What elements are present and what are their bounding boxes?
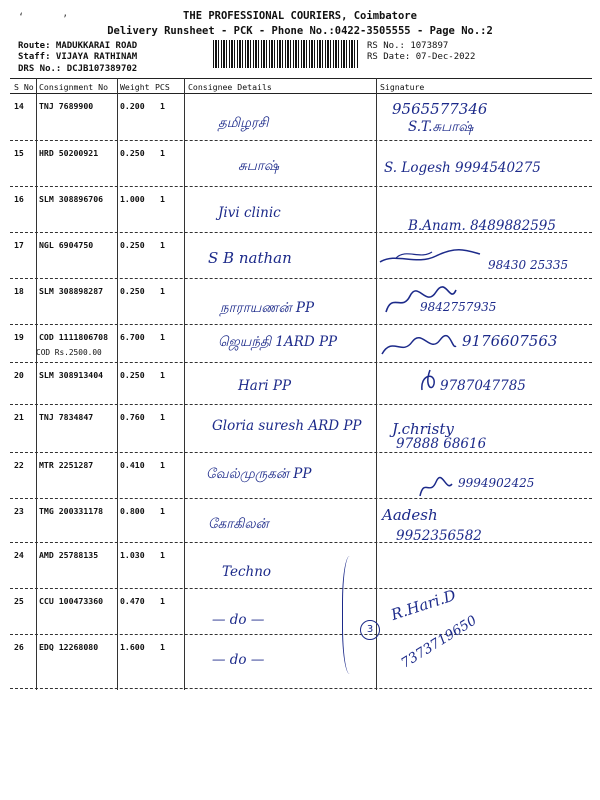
rs-number: RS No.: 1073897	[367, 41, 449, 51]
row-separator	[10, 542, 592, 543]
header-top-rule	[10, 78, 592, 79]
pcs-value: 1	[160, 460, 165, 470]
row-separator	[10, 324, 592, 325]
consignment-no: SLM 308913404	[39, 370, 104, 380]
row-sno: 25	[14, 596, 24, 606]
weight-value: 0.250	[120, 286, 145, 296]
signature-handwriting: 9842757935	[420, 300, 497, 314]
consignee-handwriting: Techno	[222, 564, 272, 580]
row-sno: 17	[14, 240, 24, 250]
signature-handwriting: R.Hari.D	[388, 586, 459, 624]
route-label: Route: MADUKKARAI ROAD	[18, 41, 138, 51]
pcs-value: 1	[160, 506, 165, 516]
row-separator	[10, 498, 592, 499]
row-sno: 23	[14, 506, 24, 516]
row-sno: 20	[14, 370, 24, 380]
row-separator	[10, 140, 592, 141]
weight-value: 0.250	[120, 148, 145, 158]
column-divider	[117, 78, 118, 690]
signature-handwriting: Aadesh	[382, 506, 438, 524]
weight-value: 0.250	[120, 370, 145, 380]
weight-value: 0.410	[120, 460, 145, 470]
signature-handwriting: S. Logesh 9994540275	[384, 160, 541, 176]
consignee-handwriting: — do —	[212, 652, 265, 668]
signature-handwriting: 98430 25335	[488, 258, 569, 272]
stray-mark: ’	[62, 14, 69, 25]
signature-scribble	[416, 474, 456, 500]
column-divider	[36, 78, 37, 690]
pcs-value: 1	[160, 148, 165, 158]
row-sno: 14	[14, 101, 24, 111]
pcs-value: 1	[160, 240, 165, 250]
row-sno: 22	[14, 460, 24, 470]
pcs-value: 1	[160, 412, 165, 422]
consignee-handwriting: கோகிலன்	[208, 516, 269, 532]
signature-scribble	[418, 364, 442, 394]
signature-handwriting: 9565577346	[392, 100, 488, 118]
weight-value: 1.600	[120, 642, 145, 652]
weight-value: 1.030	[120, 550, 145, 560]
signature-handwriting: 9994902425	[458, 476, 535, 490]
circled-count: 3	[360, 620, 380, 640]
weight-value: 0.200	[120, 101, 145, 111]
row-sno: 26	[14, 642, 24, 652]
rs-date: RS Date: 07-Dec-2022	[367, 52, 476, 62]
signature-handwriting: 9787047785	[440, 378, 526, 394]
col-header-sno: S No	[14, 82, 34, 92]
signature-handwriting: 9952356582	[396, 528, 482, 544]
row-sno: 21	[14, 412, 24, 422]
consignee-handwriting: நாராயணன் PP	[220, 300, 315, 316]
consignment-no: SLM 308898287	[39, 286, 104, 296]
consignment-no: HRD 50200921	[39, 148, 99, 158]
pcs-value: 1	[160, 194, 165, 204]
row-separator	[10, 362, 592, 363]
company-name: THE PROFESSIONAL COURIERS, Coimbatore	[183, 10, 417, 22]
weight-value: 0.470	[120, 596, 145, 606]
consignment-no: MTR 2251287	[39, 460, 94, 470]
weight-value: 0.760	[120, 412, 145, 422]
signature-scribble	[376, 240, 486, 270]
signature-handwriting: J.christy	[392, 420, 454, 438]
pcs-value: 1	[160, 370, 165, 380]
consignee-handwriting: வேல்முருகன் PP	[206, 466, 312, 482]
consignment-no: NGL 6904750	[39, 240, 94, 250]
row-sno: 15	[14, 148, 24, 158]
header-bottom-rule	[10, 93, 592, 94]
consignee-handwriting: சுபாஷ்	[238, 158, 280, 174]
consignment-no: TNJ 7689900	[39, 101, 94, 111]
pcs-value: 1	[160, 332, 165, 342]
consignee-handwriting: — do —	[212, 612, 265, 628]
signature-handwriting: 7373719650	[398, 612, 480, 672]
weight-value: 6.700	[120, 332, 145, 342]
consignee-handwriting: தமிழரசி	[218, 115, 269, 131]
pcs-value: 1	[160, 101, 165, 111]
grouping-bracket	[342, 556, 361, 674]
cod-amount: COD Rs.2500.00	[36, 348, 102, 357]
col-header-pcs: PCS	[155, 82, 170, 92]
consignment-no: TMG 200331178	[39, 506, 104, 516]
consignment-no: TNJ 7834847	[39, 412, 94, 422]
consignee-handwriting: Hari PP	[238, 378, 292, 394]
row-separator	[10, 186, 592, 187]
consignee-handwriting: ஜெயந்தி 1ARD PP	[218, 334, 338, 350]
row-sno: 18	[14, 286, 24, 296]
signature-handwriting: S.T.சுபாஷ்	[408, 119, 474, 135]
column-divider	[184, 78, 185, 690]
consignment-no: EDQ 12268080	[39, 642, 99, 652]
column-divider	[376, 78, 377, 690]
row-separator	[10, 404, 592, 405]
barcode	[213, 40, 358, 68]
row-sno: 24	[14, 550, 24, 560]
consignment-no: COD 1111806708	[39, 332, 109, 342]
row-separator	[10, 688, 592, 689]
row-sno: 19	[14, 332, 24, 342]
runsheet-title: Delivery Runsheet - PCK - Phone No.:0422-3505555 - Page No.:2	[107, 25, 493, 37]
col-header-consignee: Consignee Details	[188, 82, 272, 92]
consignment-no: AMD 25788135	[39, 550, 99, 560]
signature-handwriting: 9176607563	[462, 332, 558, 350]
weight-value: 0.800	[120, 506, 145, 516]
row-sno: 16	[14, 194, 24, 204]
consignment-no: CCU 100473360	[39, 596, 104, 606]
consignee-handwriting: Gloria suresh ARD PP	[212, 418, 362, 434]
stray-mark: ‘	[18, 12, 25, 23]
consignee-handwriting: Jivi clinic	[218, 205, 281, 221]
row-separator	[10, 634, 592, 635]
staff-label: Staff: VIJAYA RATHINAM	[18, 52, 138, 62]
row-separator	[10, 588, 592, 589]
weight-value: 1.000	[120, 194, 145, 204]
col-header-weight: Weight	[120, 82, 150, 92]
weight-value: 0.250	[120, 240, 145, 250]
pcs-value: 1	[160, 642, 165, 652]
signature-scribble	[378, 332, 458, 360]
pcs-value: 1	[160, 286, 165, 296]
col-header-consignment: Consignment No	[39, 82, 109, 92]
signature-handwriting: B.Anam. 8489882595	[408, 218, 556, 234]
pcs-value: 1	[160, 550, 165, 560]
row-separator	[10, 452, 592, 453]
drs-number: DRS No.: DCJB107389702	[18, 64, 138, 74]
consignee-handwriting: S B nathan	[208, 249, 292, 267]
pcs-value: 1	[160, 596, 165, 606]
signature-handwriting: 97888 68616	[396, 436, 487, 452]
consignment-no: SLM 308896706	[39, 194, 104, 204]
col-header-signature: Signature	[380, 82, 425, 92]
row-separator	[10, 278, 592, 279]
